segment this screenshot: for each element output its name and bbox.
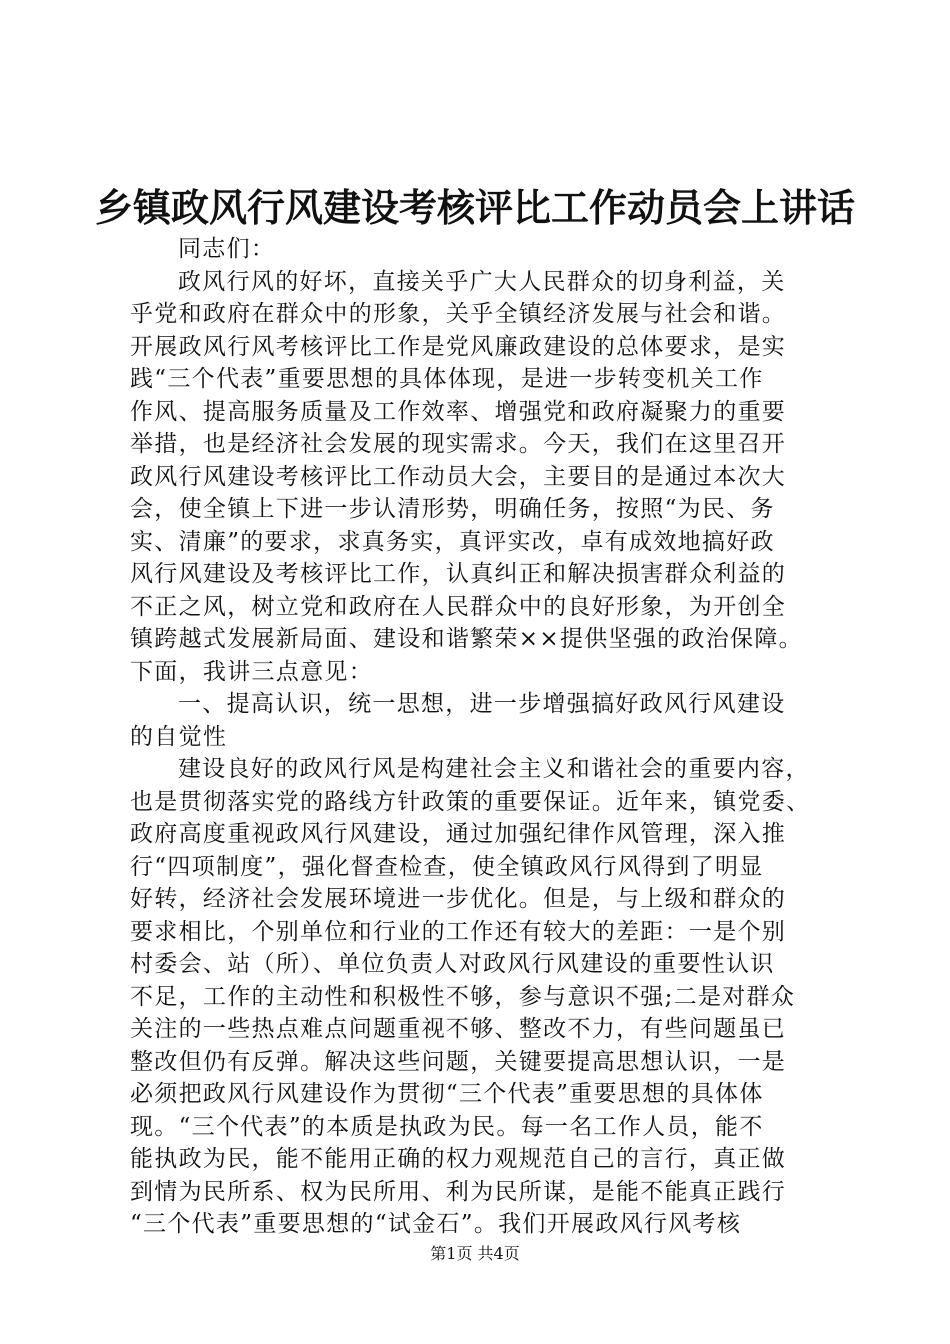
- body-line: “三个代表”重要思想的“试金石”。我们开展政风行风考核: [130, 1211, 742, 1237]
- body-line: 不足，工作的主动性和积极性不够，参与意识不强;二是对群众: [130, 983, 796, 1010]
- body-line: 政风行风的好坏，直接关乎广大人民群众的切身利益，关: [178, 268, 786, 295]
- body-line: 不正之风，树立党和政府在人民群众中的良好形象，为开创全: [130, 593, 787, 620]
- document-title: 乡镇政风行风建设考核评比工作动员会上讲话: [94, 185, 855, 230]
- body-line: 践“三个代表”重要思想的具体体现，是进一步转变机关工作: [130, 366, 764, 392]
- body-line: 风行风建设及考核评比工作，认真纠正和解决损害群众利益的: [130, 561, 787, 587]
- body-line: 也是贯彻落实党的路线方针政策的重要保证。近年来，镇党委、: [130, 788, 811, 815]
- body-line: 政府高度重视政风行风建设，通过加强纪律作风管理，深入推: [130, 821, 787, 847]
- body-line: 建设良好的政风行风是构建社会主义和谐社会的重要内容，: [178, 756, 810, 782]
- body-line: 政风行风建设考核评比工作动员大会，主要目的是通过本次大: [130, 463, 787, 490]
- body-line: 下面，我讲三点意见：: [130, 658, 373, 685]
- section-heading-line: 一、提高认识，统一思想，进一步增强搞好政风行风建设: [178, 691, 786, 717]
- body-line: 要求相比，个别单位和行业的工作还有较大的差距：一是个别: [130, 918, 787, 945]
- body-line: 开展政风行风考核评比工作是党风廉政建设的总体要求，是实: [130, 333, 787, 360]
- body-line: 到情为民所系、权为民所用、利为民所谋，是能不能真正践行: [130, 1178, 787, 1205]
- body-line: 作风、提高服务质量及工作效率、增强党和政府凝聚力的重要: [130, 398, 787, 425]
- body-line: 现。“三个代表”的本质是执政为民。每一名工作人员，能不: [130, 1113, 764, 1140]
- body-line: 能执政为民，能不能用正确的权力观规范自己的言行，真正做: [130, 1146, 787, 1172]
- page-number-footer: 第1页 共4页: [430, 1244, 520, 1263]
- document-body: [130, 233, 840, 1241]
- body-line: 关注的一些热点难点问题重视不够、整改不力，有些问题虽已: [130, 1016, 787, 1042]
- body-line: 实、清廉”的要求，求真务实，真评实改，卓有成效地搞好政: [130, 528, 775, 555]
- body-line: 必须把政风行风建设作为贯彻“三个代表”重要思想的具体体: [130, 1081, 764, 1107]
- body-line: 会，使全镇上下进一步认清形势，明确任务，按照“为民、务: [130, 496, 775, 522]
- body-line: 整改但仍有反弹。解决这些问题，关键要提高思想认识，一是: [130, 1048, 787, 1075]
- body-line: 举措，也是经济社会发展的现实需求。今天，我们在这里召开: [130, 431, 787, 457]
- body-line: 村委会、站（所）、单位负责人对政风行风建设的重要性认识: [130, 951, 775, 977]
- body-line: 好转，经济社会发展环境进一步优化。但是，与上级和群众的: [130, 886, 787, 912]
- section-heading-line: 的自觉性: [130, 723, 228, 750]
- body-line: 乎党和政府在群众中的形象，关乎全镇经济发展与社会和谐。: [130, 301, 787, 327]
- salutation-line: 同志们：: [178, 236, 276, 262]
- body-line: 行“四项制度”，强化督查检查，使全镇政风行风得到了明显: [130, 853, 764, 880]
- body-line: 镇跨越式发展新局面、建设和谐繁荣××提供坚强的政治保障。: [130, 626, 803, 652]
